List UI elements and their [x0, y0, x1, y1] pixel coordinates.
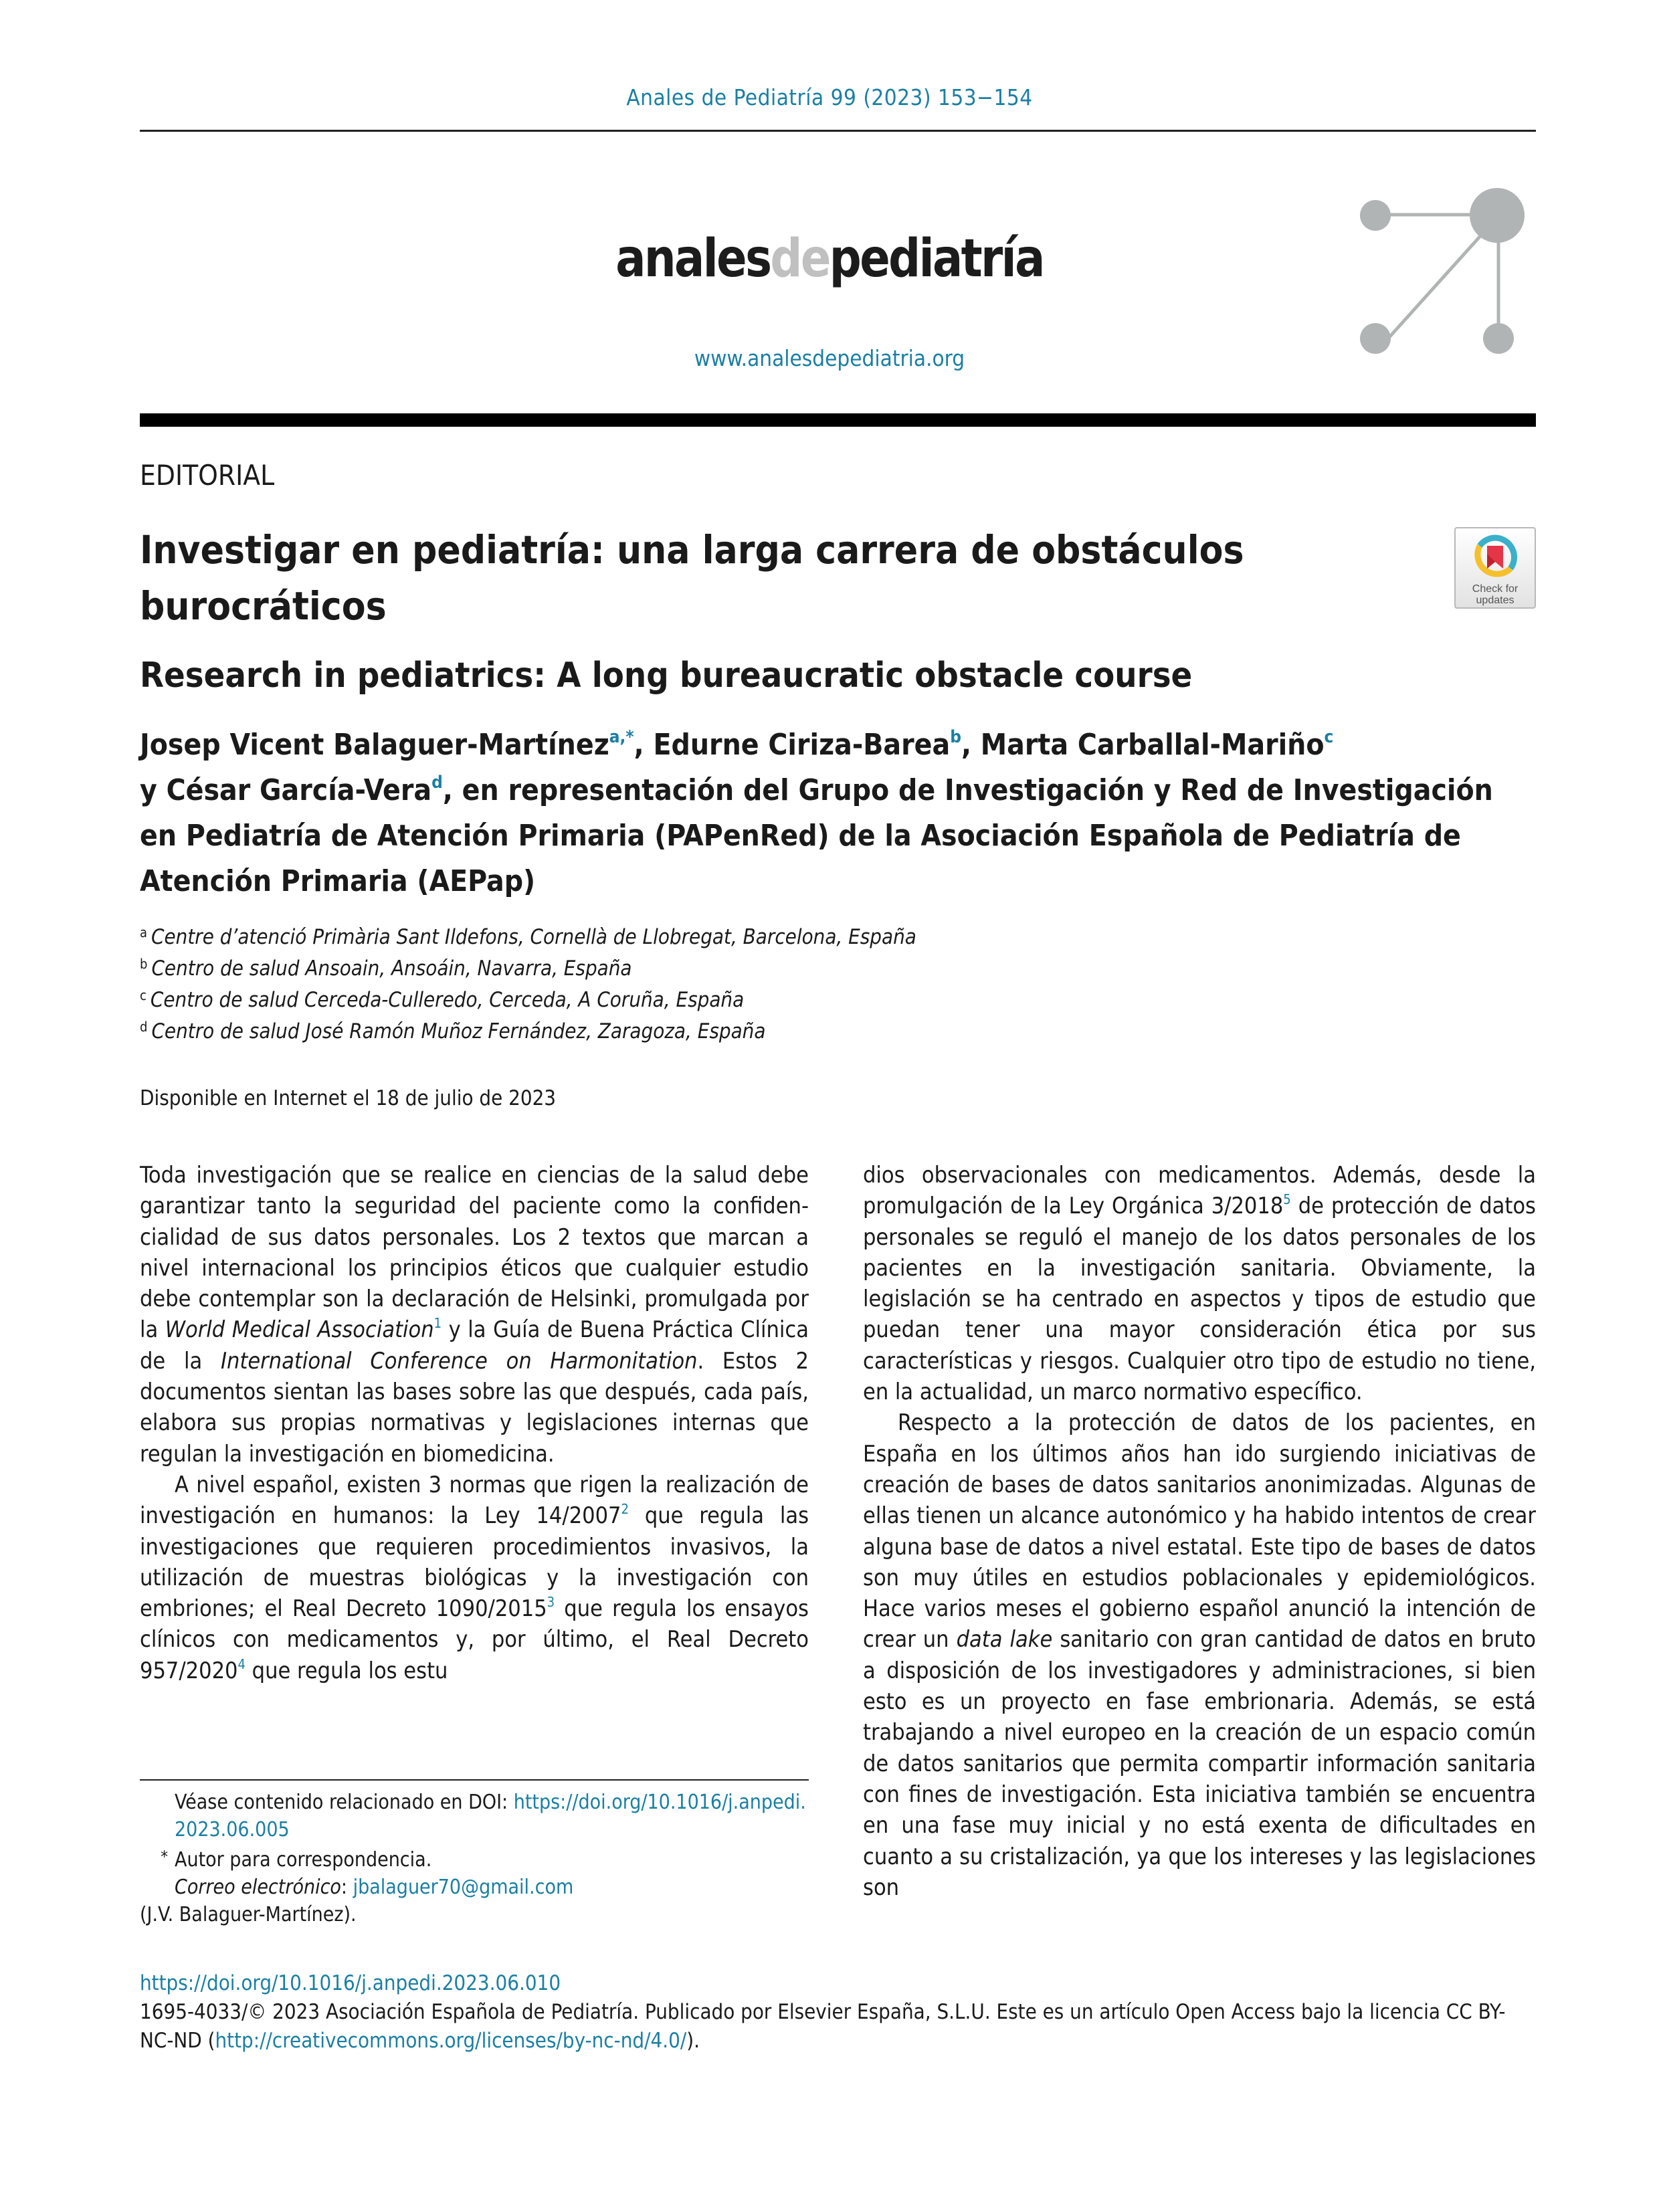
affiliation-item: $^a$ Centre d’atenció Primària Sant Ildefons, Cornellà de Llobregat, Barcelona, España — [140, 924, 916, 949]
body-paragraph: dios observacionales con medicamentos. Además, desde la promulgación de la Ley Orgánica 3/2018$^5$ de protección de datos personales se reguló el manejo de los datos personales de los pacientes en la investigación sanitaria. Obviamente, la legislación se ha centrado en aspectos y tipos de estudio que puedan tener una mayor consideración ética por sus características y riesgos. Cualquier otro tipo de estudio no tiene, en la actualidad, un marco normativo específico. — [863, 1162, 1536, 1406]
article-title-line-2: burocráticos — [140, 583, 387, 629]
author-name[interactable]: Edurne Ciriza-Barea — [653, 728, 951, 762]
body-paragraph: Respecto a la protección de datos de los pacientes, en España en los últimos años han ido surgiendo iniciativas de creación de bases de datos sanitarios anonimizadas. Algunas de ellas tienen un alcance autonómico y ha habido intentos de crear alguna base de datos a nivel estatal. Este tipo de bases de datos son muy útiles en estudios poblacionales y epidemiológicos. Hace varios meses el gobierno español anunció la intención de crear un data lake sanitario con gran cantidad de datos en bruto a disposición de los investigadores y administraciones, si bien esto es un proyecto en fase embrionaria. Además, se está trabajando a nivel europeo en la creación de un espacio común de datos sanitarios que permita compartir información sanitaria con fines de investigación. Esta iniciativa también se encuentra en una fase muy inicial y no está exenta de dificultades en cuanto a su cristalización, ya que los intereses y las legislaciones son — [863, 1409, 1536, 1901]
journal-brand-logo — [116, 229, 1543, 289]
author-affiliation-marker[interactable]: b — [950, 727, 961, 747]
article-title — [140, 522, 1357, 634]
author-affiliation-marker[interactable]: c — [1324, 727, 1334, 747]
article-title-line-1: Investigar en pediatría: una larga carrera de obstáculos — [140, 527, 1244, 573]
affiliation-item: $^d$ Centro de salud José Ramón Muñoz Fernández, Zaragoza, España — [140, 1019, 766, 1043]
available-online-date: Disponible en Internet el 18 de julio de 2023 — [140, 1086, 557, 1110]
author-email-link[interactable]: jbalaguer70@gmail.com — [353, 1876, 574, 1899]
affiliation-list — [140, 922, 1478, 1047]
author-name[interactable]: César García-Vera — [166, 773, 432, 807]
brand-part-de: de — [770, 229, 830, 289]
network-nodes-icon — [1345, 181, 1532, 361]
journal-reference[interactable]: Anales de Pediatría 99 (2023) 153−154 — [626, 84, 1033, 110]
brand-part-anales: anales — [615, 229, 771, 289]
correspondence-note: * Autor para correspondencia. — [161, 1847, 432, 1872]
reference-link[interactable]: 1 — [433, 1315, 442, 1332]
affiliation-item: $^c$ Centro de salud Cerceda-Culleredo, Cerceda, A Coruña, España — [140, 987, 745, 1012]
reference-link[interactable]: 5 — [1283, 1191, 1291, 1208]
check-for-updates-label: Check for updates — [1472, 583, 1519, 606]
article-section-label: EDITORIAL — [140, 459, 275, 492]
author-group: , en representación del Grupo de Investigación y Red de Investigación en Pediatría de Atención Primaria (PAPenRed) de la Asociación Española de Pediatría de Atención Primaria (AEPap) — [140, 773, 1493, 898]
related-content-note: Véase contenido relacionado en DOI: https://doi.org/10.1016/j.anpedi.2023.06.005 — [175, 1791, 806, 1841]
body-column-left — [140, 1160, 809, 1686]
footnote-divider — [140, 1779, 809, 1781]
article-doi-link[interactable]: https://doi.org/10.1016/j.anpedi.2023.06.010 — [140, 1971, 561, 1995]
reference-link[interactable]: 4 — [237, 1655, 246, 1672]
body-paragraph: A nivel español, existen 3 normas que rigen la realización de investigación en humanos: la Ley 14/2007$^2$ que regula las investigaciones que requieren procedimientos invasivos, la utilización de muestras biológicas y la investigación con embriones; el Real Decreto 1090/2015$^3$ que regula los ensayos clínicos con medicamentos y, por último, el Real Decreto 957/2020$^4$ que regula los estu — [140, 1471, 809, 1684]
email-note: Correo electrónico: jbalaguer70@gmail.com — [175, 1876, 574, 1899]
journal-website-link[interactable]: www.analesdepediatria.org — [694, 345, 965, 371]
author-affiliation-marker[interactable]: a,* — [609, 727, 634, 747]
author-name[interactable]: Josep Vicent Balaguer-Martínez — [140, 728, 609, 762]
article-footer — [140, 1969, 1536, 2055]
affiliation-item: $^b$ Centro de salud Ansoain, Ansoáin, Navarra, España — [140, 956, 632, 981]
license-link[interactable]: http://creativecommons.org/licenses/by-nc-nd/4.0/ — [215, 2029, 687, 2053]
header-divider — [140, 130, 1536, 132]
author-list: Josep Vicent Balaguer-Martínez$^{a,*}$, Edurne Ciriza-Barea$^b$, Marta Carballal-Mariño$^c$ y César García-Vera$^d$, en representación del Grupo de Investigación y Red de Investigación en Pediatría de Atención Primaria (PAPenRed) de la Asociación Española de Pediatría de Atención Primaria (AEPap) — [140, 727, 1493, 898]
author-affiliation-marker[interactable]: d — [431, 773, 443, 793]
license-statement: 1695-4033/© 2023 Asociación Española de Pediatría. Publicado por Elsevier España, S.L.U. Este es un artículo Open Access bajo la licencia CC BY-NC-ND (http://creativecommons.org/licenses/by-nc-nd/4.0/). — [140, 2000, 1506, 2053]
brand-part-pediatria: pediatría — [829, 229, 1044, 289]
reference-link[interactable]: 3 — [547, 1594, 555, 1611]
header-thick-divider — [140, 413, 1536, 427]
crossmark-icon — [1472, 534, 1519, 581]
body-column-right — [863, 1160, 1536, 1903]
email-owner: (J.V. Balaguer-Martínez). — [140, 1903, 357, 1926]
article-subtitle-english: Research in pediatrics: A long bureaucratic obstacle course — [140, 656, 1193, 696]
author-name[interactable]: Marta Carballal-Mariño — [980, 728, 1325, 762]
footnotes — [140, 1789, 809, 1928]
related-doi-link[interactable]: https://doi.org/10.1016/j.anpedi.2023.06.005 — [175, 1791, 806, 1841]
check-for-updates-button[interactable] — [1454, 527, 1536, 609]
body-paragraph: Toda investigación que se realice en ciencias de la salud debe garantizar tanto la seguridad del paciente como la confidencialidad de sus datos personales. Los 2 textos que marcan a nivel internacional los principios éticos que cualquier estudio debe contemplar son la declaración de Helsinki, promulgada por la World Medical Association$^1$ y la Guía de Buena Práctica Clínica de la International Conference on Harmonitation. Estos 2 documentos sientan las bases sobre las que después, cada país, elabora sus propias normativas y legislaciones internas que regulan la investigación en biomedicina. — [140, 1162, 809, 1468]
reference-link[interactable]: 2 — [621, 1501, 629, 1518]
